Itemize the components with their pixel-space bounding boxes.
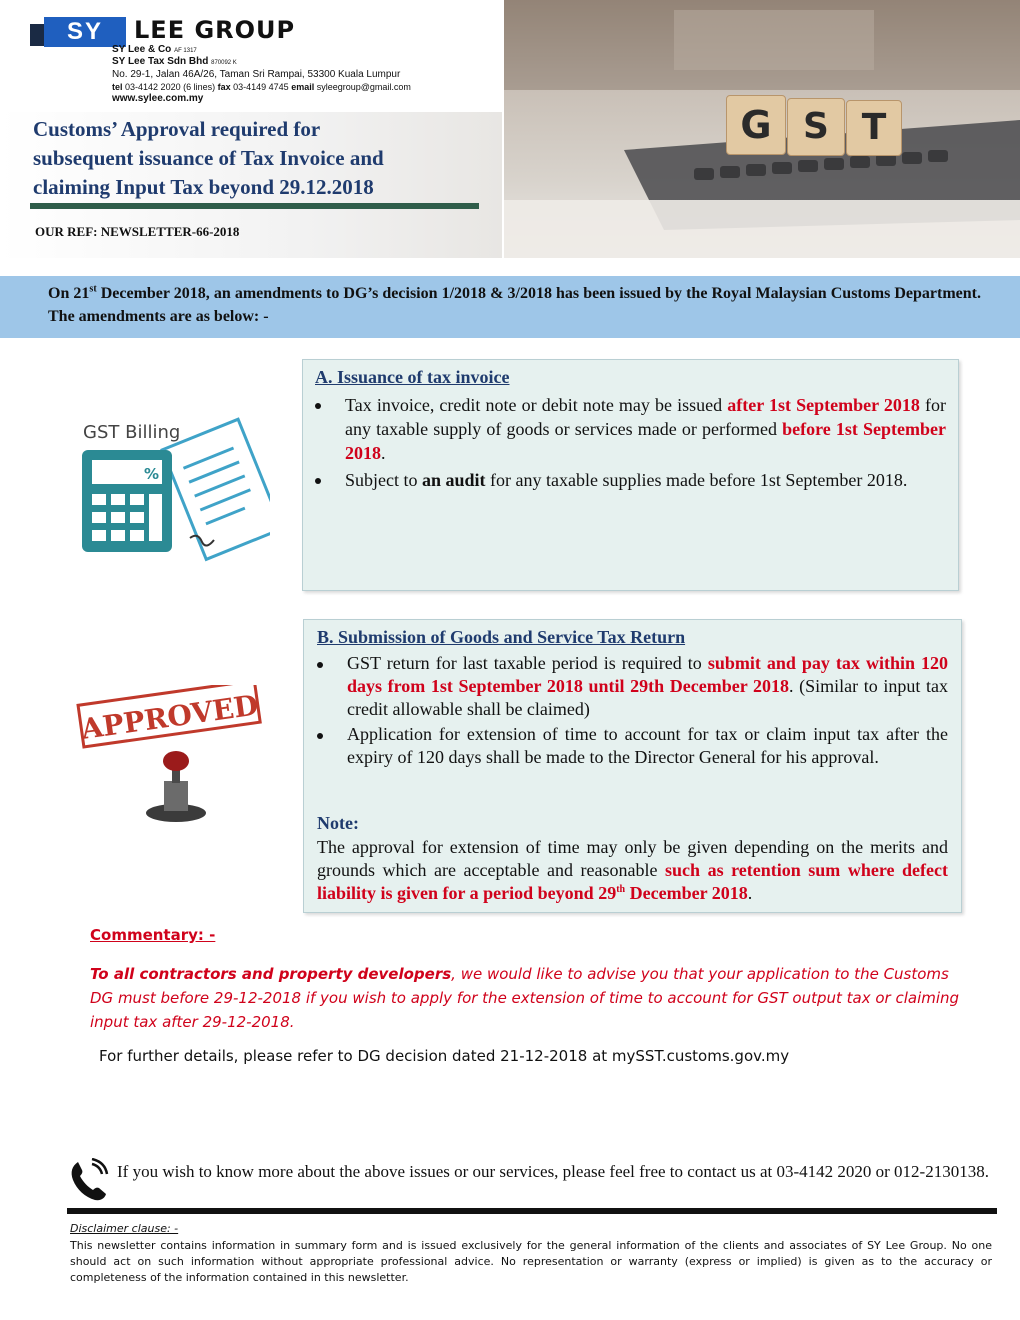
section-a-box bbox=[302, 359, 959, 591]
approved-stamp-illustration bbox=[72, 685, 272, 835]
gst-billing-label: GST Billing bbox=[83, 422, 181, 443]
section-a-bullet-1: Tax invoice, credit note or debit note may be issued after 1st September 2018 for any taxable supply of goods or services made or performed before 1st September 2018. bbox=[315, 393, 946, 465]
note-label: Note: bbox=[317, 813, 359, 833]
svg-text:%: % bbox=[144, 465, 160, 483]
company-website[interactable]: www.sylee.com.my bbox=[112, 93, 204, 104]
page-title: Customs’ Approval required for subsequent issuance of Tax Invoice and claiming Input Tax beyond 29.12.2018 bbox=[33, 117, 384, 199]
company-line-2: SY Lee Tax Sdn Bhd 870092 K bbox=[112, 56, 237, 67]
approved-stamp-icon bbox=[72, 685, 272, 835]
contact-text: If you wish to know more about the above issues or our services, please feel free to contact us at 03-4142 2020 or 012-2130138. bbox=[117, 1162, 989, 1181]
die-g: G bbox=[726, 95, 786, 155]
company-contact-line: tel 03-4142 2020 (6 lines) fax 03-4149 4745 email syleegroup@gmail.com bbox=[112, 82, 411, 92]
intro-text: On 21st December 2018, an amendments to DG’s decision 1/2018 & 3/2018 has been issued by the Royal Malaysian Customs Department. The amendments are as below: - bbox=[48, 283, 982, 325]
section-a-bullet-2: Subject to an audit for any taxable supplies made before 1st September 2018. bbox=[315, 468, 946, 492]
phone-icon bbox=[68, 1158, 110, 1202]
logo-group-name: LEE GROUP bbox=[134, 16, 296, 44]
section-b-bullet-2: Application for extension of time to account for tax or claim input tax after the expiry of 120 days shall be made to the Director General for his approval. bbox=[317, 723, 948, 769]
commentary-label: Commentary: - bbox=[90, 926, 216, 944]
invoice-calculator-icon bbox=[80, 408, 270, 578]
die-t: T bbox=[846, 100, 902, 156]
stamp-text: APPROVED bbox=[78, 688, 261, 746]
logo-sy-badge: SY bbox=[44, 17, 126, 47]
gst-billing-illustration bbox=[80, 408, 270, 578]
die-s: S bbox=[787, 98, 845, 156]
company-logo-block bbox=[30, 14, 510, 114]
title-underline bbox=[30, 203, 479, 209]
section-b-heading: B. Submission of Goods and Service Tax Return bbox=[317, 627, 686, 647]
disclaimer-text: This newsletter contains information in summary form and is issued exclusively for the general information of the clients and associates of SY Lee Group. No one should act on such information without appropriate professional advice. No representation or warranty (express or implied) is given as to the accuracy or completeness of the information contained in this newsletter. bbox=[70, 1239, 992, 1284]
disclaimer-label: Disclaimer clause: - bbox=[70, 1222, 179, 1235]
section-b-list bbox=[317, 652, 948, 769]
newsletter-ref: OUR REF: NEWSLETTER-66-2018 bbox=[35, 224, 240, 239]
section-b-box bbox=[303, 619, 962, 913]
section-b-bullet-1: GST return for last taxable period is required to submit and pay tax within 120 days from 1st September 2018 until 29th December 2018. (Similar to input tax credit allowable shall be claimed) bbox=[317, 652, 948, 721]
section-a-list bbox=[315, 393, 946, 492]
company-address: No. 29-1, Jalan 46A/26, Taman Sri Rampai, 53300 Kuala Lumpur bbox=[112, 69, 401, 80]
section-a-heading: A. Issuance of tax invoice bbox=[315, 367, 510, 387]
commentary-text: To all contractors and property developers, we would like to advise you that your application to the Customs DG must before 29-12-2018 if you wish to apply for the extension of time to account for GST output tax or claiming input tax after 29-12-2018. bbox=[90, 965, 960, 1031]
gst-dice-photo bbox=[504, 0, 1020, 258]
note-text: The approval for extension of time may only be given depending on the merits and grounds which are acceptable and reasonable such as retention sum where defect liability is given for a period beyond 29th December 2018. bbox=[317, 837, 948, 903]
further-details: For further details, please refer to DG decision dated 21-12-2018 at mySST.customs.gov.my bbox=[99, 1047, 790, 1065]
company-line-1: SY Lee & Co AF 1317 bbox=[112, 44, 197, 55]
footer-rule bbox=[67, 1208, 997, 1214]
